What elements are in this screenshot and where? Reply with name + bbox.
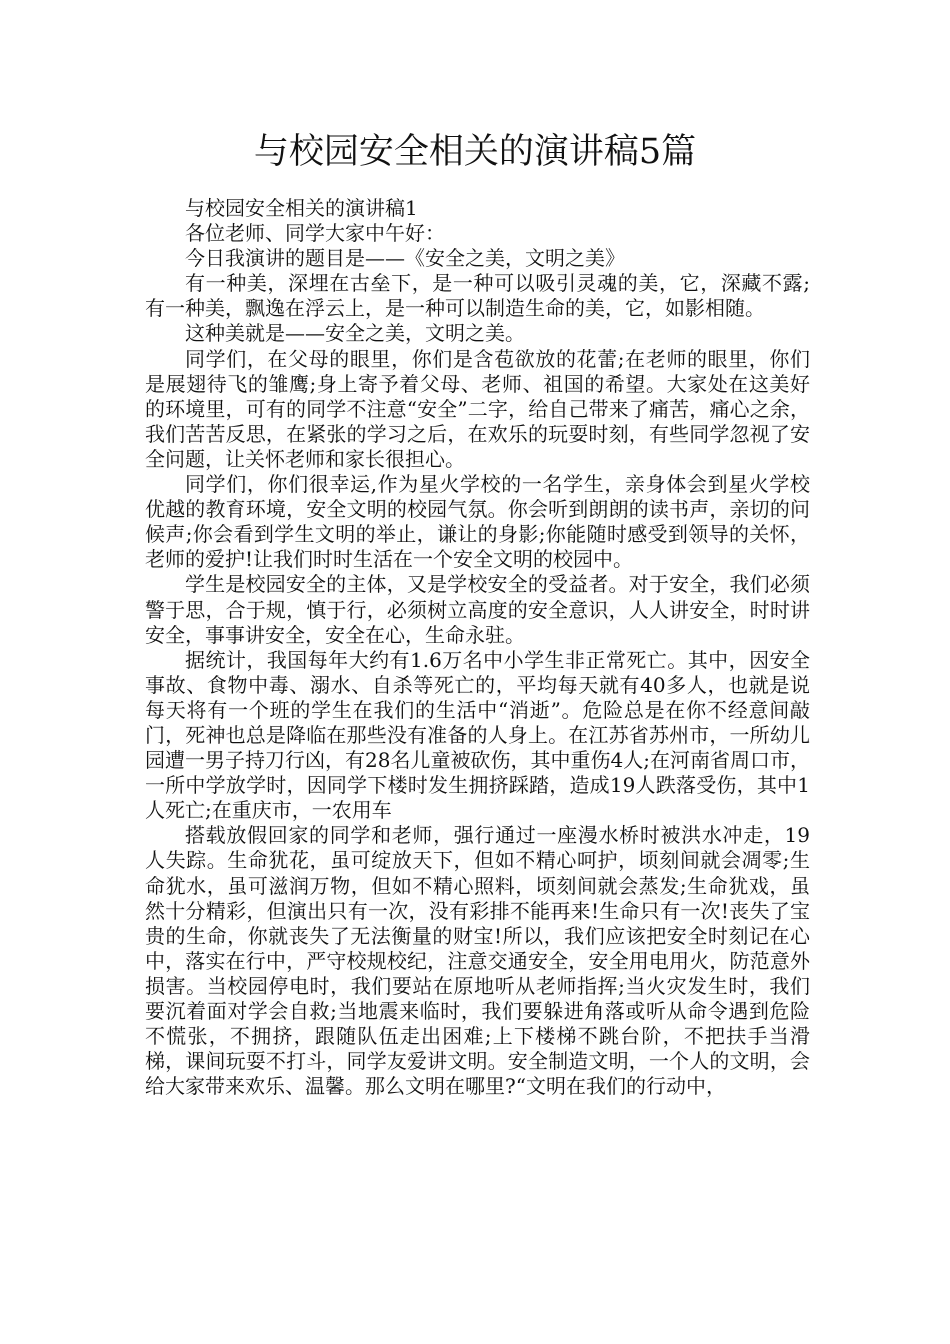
paragraph: 同学们，你们很幸运,作为星火学校的一名学生，亲身体会到星火学校优越的教育环境，安全文明的校园气氛。你会听到朗朗的读书声，亲切的问候声;你会看到学生文明的举止，谦让的身影;你能随时感受到领导的关怀，老师的爱护!让我们时时生活在一个安全文明的校园中。 bbox=[145, 472, 810, 572]
paragraph-subtitle: 与校园安全相关的演讲稿1 bbox=[185, 196, 418, 220]
paragraph: 同学们，在父母的眼里，你们是含苞欲放的花蕾;在老师的眼里，你们是展翅待飞的雏鹰;身上寄予着父母、老师、祖国的希望。大家处在这美好的环境里，可有的同学不注意“安全”二字，给自己带来了痛苦，痛心之余，我们苦苦反思，在紧张的学习之后，在欢乐的玩耍时刻，有些同学忽视了安全问题，让关怀老师和家长很担心。 bbox=[145, 346, 810, 471]
paragraph: 有一种美，深埋在古垒下，是一种可以吸引灵魂的美，它，深藏不露;有一种美，飘逸在浮云上，是一种可以制造生命的美，它，如影相随。 bbox=[145, 271, 810, 321]
paragraph: 搭载放假回家的同学和老师，强行通过一座漫水桥时被洪水冲走，19人失踪。生命犹花，虽可绽放天下，但如不精心呵护，顷刻间就会凋零;生命犹水，虽可滋润万物，但如不精心照料，顷刻间就会蒸发;生命犹戏，虽然十分精彩，但演出只有一次，没有彩排不能再来!生命只有一次!丧失了宝贵的生命，你就丧失了无法衡量的财宝!所以，我们应该把安全时刻记在心中，落实在行中，严守校规校纪，注意交通安全，安全用电用火，防范意外损害。当校园停电时，我们要站在原地听从老师指挥;当火灾发生时，我们要沉着面对学会自救;当地震来临时，我们要躲进角落或听从命令遇到危险不慌张，不拥挤，跟随队伍走出困难;上下楼梯不跳台阶，不把扶手当滑梯，课间玩耍不打斗，同学友爱讲文明。安全制造文明，一个人的文明，会给大家带来欢乐、温馨。那么文明在哪里?“文明在我们的行动中， bbox=[145, 823, 810, 1099]
paragraph: 这种美就是——安全之美，文明之美。 bbox=[185, 321, 525, 346]
paragraph: 学生是校园安全的主体，又是学校安全的受益者。对于安全，我们必须警于思，合于规，慎于行，必须树立高度的安全意识，人人讲安全，时时讲安全，事事讲安全，安全在心，生命永驻。 bbox=[145, 572, 810, 647]
paragraph-greeting: 各位老师、同学大家中午好： bbox=[185, 221, 445, 246]
document-body bbox=[145, 196, 810, 1099]
paragraph-topic: 今日我演讲的题目是——《安全之美，文明之美》 bbox=[185, 246, 625, 271]
document-title: 与校园安全相关的演讲稿5篇 bbox=[253, 132, 697, 172]
paragraph: 据统计，我国每年大约有1.6万名中小学生非正常死亡。其中，因安全事故、食物中毒、溺水、自杀等死亡的，平均每天就有40多人，也就是说每天将有一个班的学生在我们的生活中“消逝”。危险总是在你不经意间敲门，死神也总是降临在那些没有准备的人身上。在江苏省苏州市，一所幼儿园遭一男子持刀行凶，有28名儿童被砍伤，其中重伤4人;在河南省周口市，一所中学放学时，因同学下楼时发生拥挤踩踏，造成19人跌落受伤，其中1人死亡;在重庆市，一农用车 bbox=[145, 647, 810, 823]
